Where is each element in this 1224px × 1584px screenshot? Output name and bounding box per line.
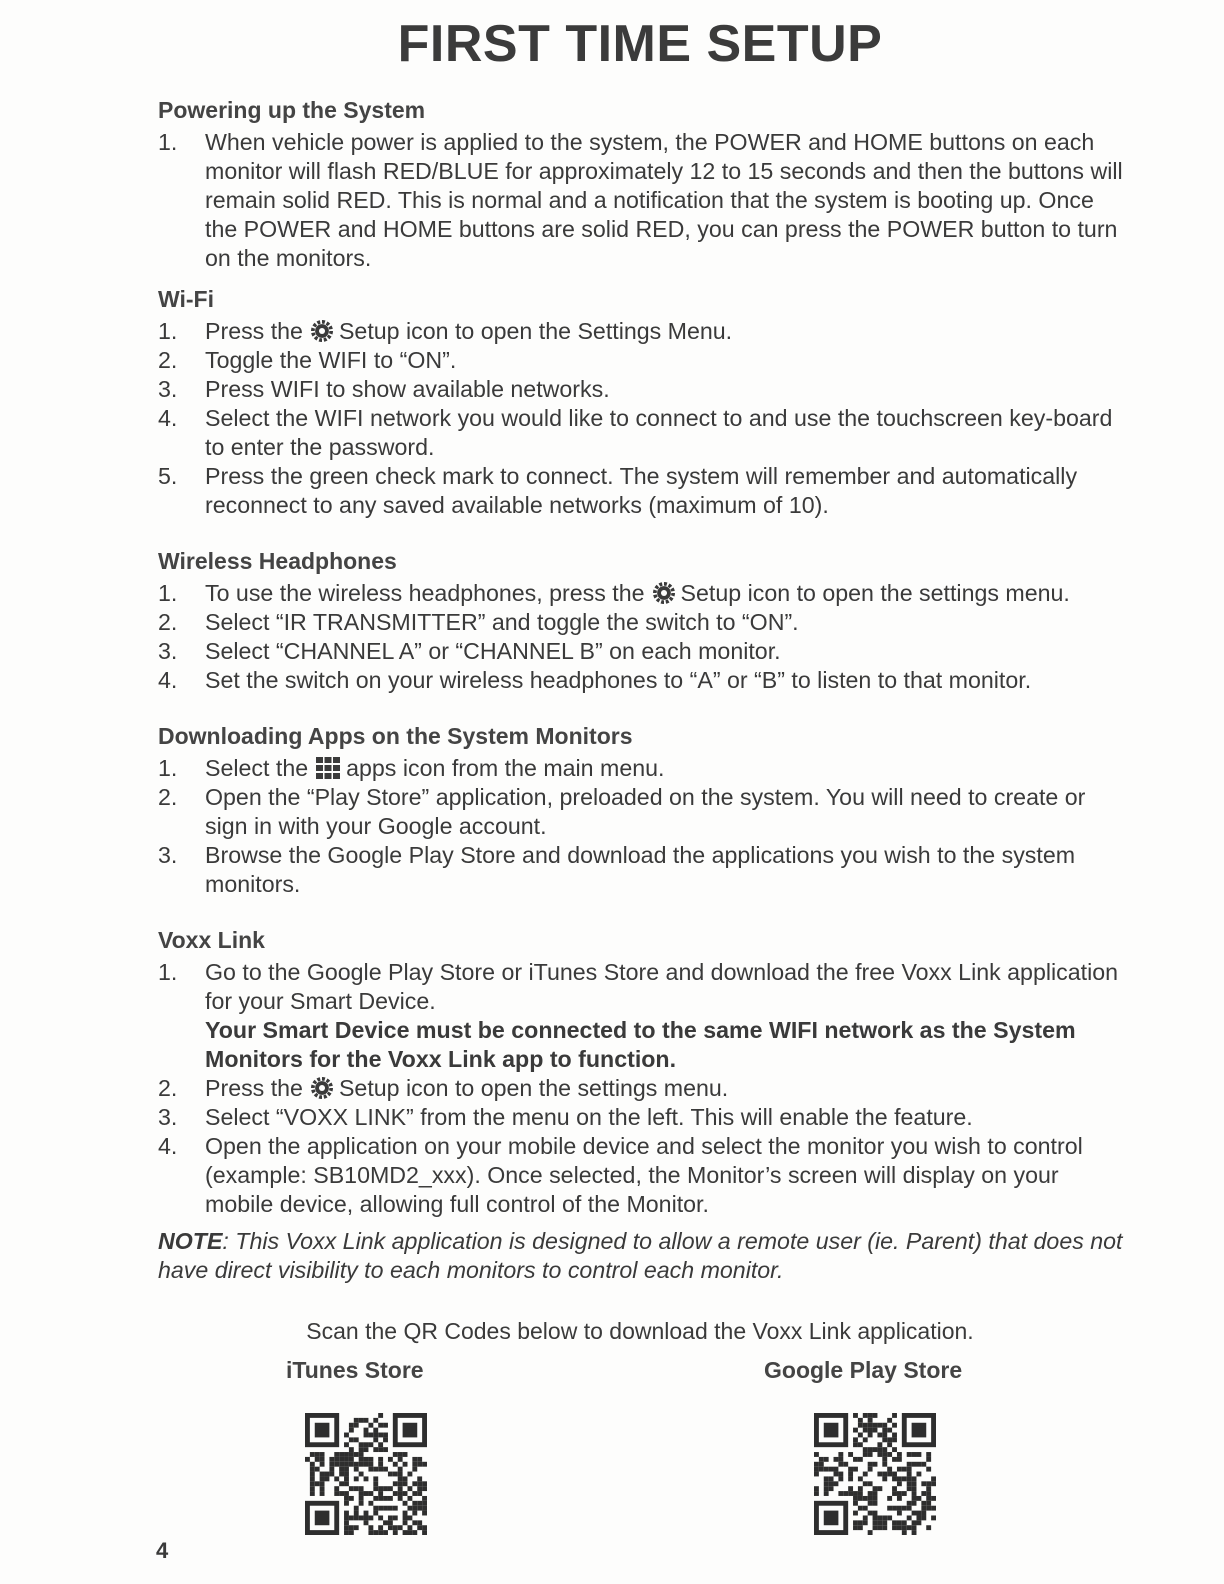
- headphones-steps: [158, 579, 1128, 695]
- list-item: [158, 1103, 1128, 1132]
- step-number: 1.: [158, 755, 178, 781]
- step-text-before: Press the: [205, 318, 303, 344]
- list-item: [158, 608, 1128, 637]
- section-voxx-link: [158, 926, 1128, 1285]
- step-text: Press the green check mark to connect. The system will remember and automatically reconnect to any saved available networks (maximum of 10).: [205, 463, 1078, 518]
- list-item: [158, 462, 1128, 520]
- gear-icon: [311, 1077, 333, 1099]
- step-text-before: To use the wireless headphones, press the: [205, 580, 645, 606]
- itunes-qr-code: [305, 1412, 427, 1536]
- step-text-after: Setup icon to open the settings menu.: [338, 1075, 729, 1101]
- list-item: [158, 346, 1128, 375]
- step-text: Select “VOXX LINK” from the menu on the left. This will enable the feature.: [205, 1104, 973, 1130]
- step-number: 1.: [158, 580, 178, 606]
- step-number: 2.: [158, 609, 178, 635]
- section-powering-up: [158, 96, 1128, 273]
- apps-grid-icon: [316, 757, 340, 779]
- step-text-before: Press the: [205, 1075, 303, 1101]
- step-text: Toggle the WIFI to “ON”.: [205, 347, 457, 373]
- section-heading-wifi: Wi-Fi: [158, 286, 214, 312]
- section-heading-powering-up: Powering up the System: [158, 97, 426, 123]
- step-text-after: Setup icon to open the Settings Menu.: [338, 318, 733, 344]
- step-number: 2.: [158, 347, 178, 373]
- itunes-store-label: iTunes Store: [286, 1357, 424, 1383]
- step-number: 1.: [158, 129, 178, 155]
- list-item: [158, 841, 1128, 899]
- section-downloading-apps: [158, 722, 1128, 899]
- step-text: Select “CHANNEL A” or “CHANNEL B” on each monitor.: [205, 638, 781, 664]
- step-text-after: apps icon from the main menu.: [346, 755, 665, 781]
- google-play-qr-code: [814, 1412, 936, 1536]
- page-title: FIRST TIME SETUP: [397, 15, 883, 73]
- note-label: NOTE: [158, 1228, 223, 1254]
- list-item: [158, 637, 1128, 666]
- step-text: Set the switch on your wireless headphones to “A” or “B” to listen to that monitor.: [205, 667, 1032, 693]
- gear-icon: [311, 320, 333, 342]
- step-number: 3.: [158, 638, 178, 664]
- list-item: [158, 404, 1128, 462]
- list-item: [158, 666, 1128, 695]
- step-number: 2.: [158, 1075, 178, 1101]
- step-number: 4.: [158, 1133, 178, 1159]
- step-text: Select the WIFI network you would like to connect to and use the touchscreen key-board to enter the password.: [205, 405, 1113, 460]
- step-text: Open the application on your mobile device and select the monitor you wish to control (example: SB10MD2_xxx). Once selected, the Monitor’s screen will display on your mobile device, allowing full control of the Monitor.: [205, 1133, 1083, 1217]
- section-wireless-headphones: [158, 547, 1128, 695]
- list-item: [158, 958, 1128, 1074]
- section-heading-apps: Downloading Apps on the System Monitors: [158, 723, 633, 749]
- page-content: [158, 96, 1128, 1285]
- step-text: Press WIFI to show available networks.: [205, 376, 610, 402]
- section-heading-voxx-link: Voxx Link: [158, 927, 265, 953]
- step-number: 5.: [158, 463, 178, 489]
- step-number: 1.: [158, 318, 178, 344]
- section-wifi: [158, 285, 1128, 520]
- step-text: Go to the Google Play Store or iTunes Store and download the free Voxx Link application for your Smart Device.: [205, 959, 1119, 1014]
- step-number: 3.: [158, 842, 178, 868]
- power-steps: [158, 128, 1128, 273]
- list-item: [158, 1074, 1128, 1103]
- gear-icon: [653, 582, 675, 604]
- list-item: [158, 1132, 1128, 1219]
- list-item: [158, 317, 1128, 346]
- google-play-store-label: Google Play Store: [764, 1357, 963, 1383]
- apps-steps: [158, 754, 1128, 899]
- page-number: 4: [156, 1538, 169, 1563]
- step-number: 4.: [158, 405, 178, 431]
- step-text: When vehicle power is applied to the system, the POWER and HOME buttons on each monitor will flash RED/BLUE for approximately 12 to 15 seconds and then the buttons will remain solid RED. This is normal and a notification that the system is booting up. Once the POWER and HOME buttons are solid RED, you can press the POWER button to turn on the monitors.: [205, 129, 1123, 271]
- list-item: [158, 783, 1128, 841]
- list-item: [158, 375, 1128, 404]
- list-item: [158, 579, 1128, 608]
- step-text: Browse the Google Play Store and download the applications you wish to the system monitors.: [205, 842, 1076, 897]
- step-text: Select “IR TRANSMITTER” and toggle the switch to “ON”.: [205, 609, 799, 635]
- list-item: [158, 128, 1128, 273]
- step-number: 3.: [158, 1104, 178, 1130]
- step-number: 2.: [158, 784, 178, 810]
- voxx-steps: [158, 958, 1128, 1219]
- wifi-steps: [158, 317, 1128, 520]
- list-item: [158, 754, 1128, 783]
- step-text: Open the “Play Store” application, preloaded on the system. You will need to create or sign in with your Google account.: [205, 784, 1086, 839]
- step-number: 4.: [158, 667, 178, 693]
- requirement-warning: Your Smart Device must be connected to the same WIFI network as the System Monitors for the Voxx Link app to function.: [205, 1017, 1076, 1072]
- step-number: 1.: [158, 959, 178, 985]
- scan-instruction: Scan the QR Codes below to download the Voxx Link application.: [306, 1318, 974, 1344]
- note-paragraph: [158, 1227, 1128, 1285]
- step-text-after: Setup icon to open the settings menu.: [680, 580, 1070, 606]
- step-number: 3.: [158, 376, 178, 402]
- section-heading-headphones: Wireless Headphones: [158, 548, 397, 574]
- step-text-before: Select the: [205, 755, 309, 781]
- note-text: : This Voxx Link application is designed to allow a remote user (ie. Parent) that does not have direct visibility to each monitors to control each monitor.: [158, 1228, 1123, 1283]
